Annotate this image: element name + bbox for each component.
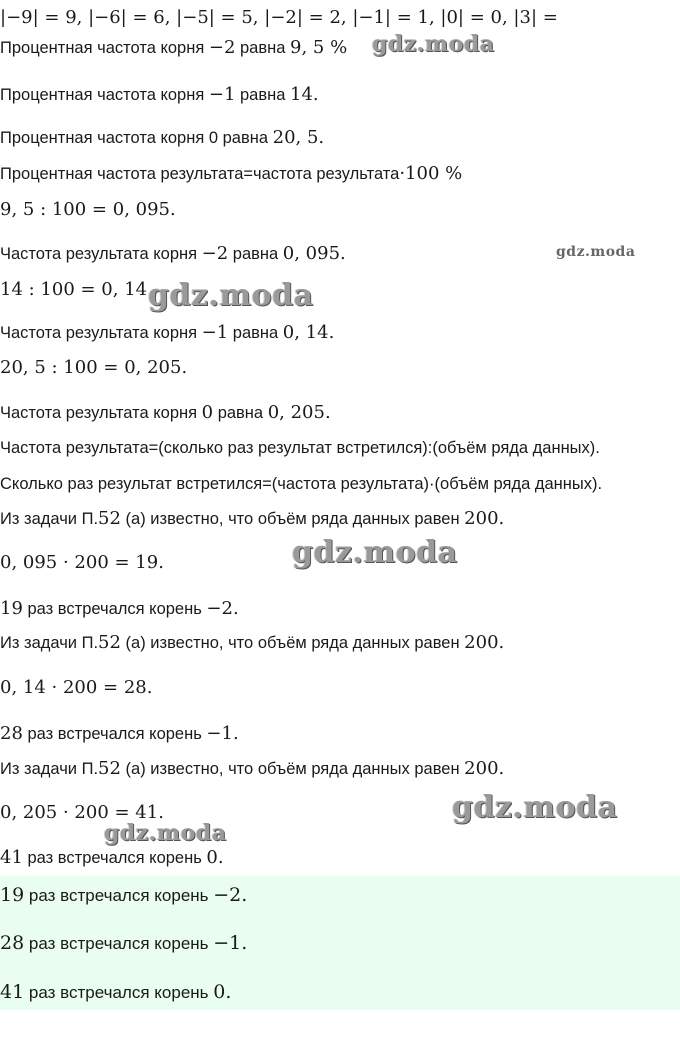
count-root-minus1: 28 раз встречался корень −1. (0, 723, 239, 744)
percent-freq-root-0: Процентная частота корня 0 равна 20, 5. (0, 127, 325, 148)
calc-14-div-100: 14 : 100 = 0, 14. (0, 279, 153, 300)
watermark-logo: gdz.moda (452, 790, 618, 825)
calc-0-205-times-200: 0, 205 · 200 = 41. (0, 802, 164, 823)
answer-root-minus1: 28 раз встречался корень −1. (0, 932, 248, 954)
watermark-logo: gdz.moda (556, 244, 636, 260)
answer-root-minus2: 19 раз встречался корень −2. (0, 884, 248, 906)
percent-freq-root-minus2: Процентная частота корня −2 равна 9, 5 % (0, 37, 348, 58)
answer-box (0, 876, 680, 1010)
abs-values-line: |−9| = 9, |−6| = 6, |−5| = 5, |−2| = 2, |−1| = 1, |0| = 0, |3| = (0, 7, 558, 28)
freq-root-minus1: Частота результата корня −1 равна 0, 14. (0, 322, 335, 343)
count-root-minus2: 19 раз встречался корень −2. (0, 598, 239, 619)
calc-20-5-div-100: 20, 5 : 100 = 0, 205. (0, 357, 188, 378)
sample-size-note-1: Из задачи П.52 (а) известно, что объём ряда данных равен 200. (0, 508, 505, 529)
watermark-logo: gdz.moda (104, 820, 227, 846)
sample-size-note-2: Из задачи П.52 (а) известно, что объём ряда данных равен 200. (0, 632, 505, 653)
count-definition: Сколько раз результат встретился=(частота результата)·(объём ряда данных). (0, 475, 603, 493)
watermark-logo: gdz.moda (148, 278, 314, 313)
watermark-logo: gdz.moda (372, 31, 495, 57)
count-root-0: 41 раз встречался корень 0. (0, 847, 224, 868)
calc-9-5-div-100: 9, 5 : 100 = 0, 095. (0, 199, 176, 220)
freq-definition: Частота результата=(сколько раз результат встретился):(объём ряда данных). (0, 439, 600, 457)
answer-root-0: 41 раз встречался корень 0. (0, 981, 232, 1003)
watermark-logo: gdz.moda (292, 535, 458, 570)
freq-root-minus2: Частота результата корня −2 равна 0, 095. (0, 243, 346, 264)
percent-freq-formula: Процентная частота результата=частота результата·100 % (0, 163, 463, 184)
calc-0-095-times-200: 0, 095 · 200 = 19. (0, 552, 164, 573)
calc-0-14-times-200: 0, 14 · 200 = 28. (0, 677, 153, 698)
sample-size-note-3: Из задачи П.52 (а) известно, что объём ряда данных равен 200. (0, 758, 505, 779)
percent-freq-root-minus1: Процентная частота корня −1 равна 14. (0, 84, 319, 105)
freq-root-0: Частота результата корня 0 равна 0, 205. (0, 402, 331, 423)
